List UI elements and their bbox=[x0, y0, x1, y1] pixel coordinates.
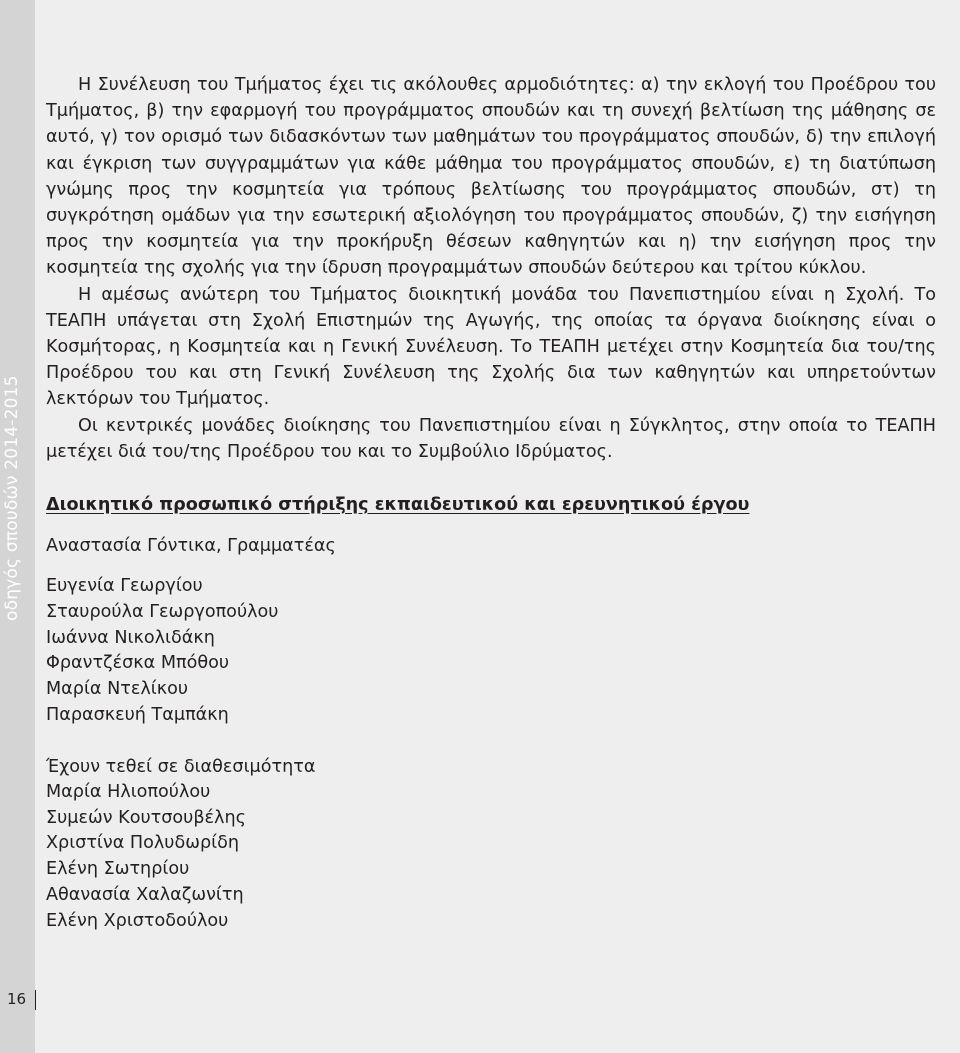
staff-member: Παρασκευή Ταμπάκη bbox=[46, 705, 229, 726]
availability-heading: Έχουν τεθεί σε διαθεσιμότητα bbox=[46, 756, 316, 777]
available-staff-list bbox=[46, 780, 936, 935]
available-staff-member: Μαρία Ηλιοπούλου bbox=[46, 781, 211, 802]
side-margin-bar bbox=[0, 0, 35, 1053]
page-content bbox=[46, 72, 936, 935]
page-number: 16 bbox=[6, 990, 27, 1008]
staff-member: Μαρία Ντελίκου bbox=[46, 679, 189, 700]
staff-member: Φραντζέσκα Μπόθου bbox=[46, 653, 230, 674]
staff-member: Σταυρούλα Γεωργοπούλου bbox=[46, 601, 279, 622]
paragraph-assembly-duties: Η Συνέλευση του Τμήματος έχει τις ακόλουθες αρμοδιότητες: α) την εκλογή του Προέδρου του Τμήματος, β) την εφαρμογή του προγράμματος σπουδών και τη συνεχή βελτίωση της μάθησης σε αυτό, γ) τον ορισμό των διδασκόντων των μαθημάτων του προγράμματος σπουδών, δ) την επιλογή και έγκριση των συγγραμμάτων για κάθε μάθημα του προγράμματος σπουδών, ε) τη διατύπωση γνώμης προς την κοσμητεία για τρόπους βελτίωσης του προγράμματος σπουδών, στ) τη συγκρότηση ομάδων για την εσωτερική αξιολόγηση του προγράμματος σπουδών, ζ) την εισήγηση προς την κοσμητεία για την προκήρυξη θέσεων καθηγητών και η) την εισήγηση προς την κοσμητεία της σχολής για την ίδρυση προγραμμάτων σπουδών δεύτερου και τρίτου κύκλου. bbox=[46, 75, 936, 279]
staff-member: Ευγενία Γεωργίου bbox=[46, 576, 203, 597]
paragraph-school-administration: Η αμέσως ανώτερη του Τμήματος διοικητική μονάδα του Πανεπιστημίου είναι η Σχολή. Το ΤΕΑΠΗ υπάγεται στη Σχολή Επιστημών της Αγωγής, της οποίας τα όργανα διοίκησης είναι ο Κοσμήτορας, η Κοσμητεία και η Γενική Συνέλευση. Το ΤΕΑΠΗ μετέχει στην Κοσμητεία δια του/της Προέδρου του και στη Γενική Συνέλευση της Σχολής δια των καθηγητών και υπηρετούντων λεκτόρων του Τμήματος. bbox=[46, 284, 936, 410]
available-staff-member: Ελένη Σωτηρίου bbox=[46, 859, 190, 880]
available-staff-member: Αθανασία Χαλαζωνίτη bbox=[46, 885, 244, 906]
secretary-name: Αναστασία Γόντικα, Γραμματέας bbox=[46, 536, 336, 557]
running-title: οδηγός σπουδών 2014-2015 bbox=[2, 375, 22, 621]
paragraph-central-administration: Οι κεντρικές μονάδες διοίκησης του Πανεπιστημίου είναι η Σύγκλητος, στην οποία το ΤΕΑΠΗ μετέχει διά του/της Προέδρου του και το Συμβούλιο Ιδρύματος. bbox=[46, 415, 936, 462]
available-staff-member: Χριστίνα Πολυδωρίδη bbox=[46, 833, 240, 854]
staff-list bbox=[46, 574, 936, 729]
page-number-divider bbox=[35, 990, 36, 1010]
available-staff-member: Συμεών Κουτσουβέλης bbox=[46, 807, 246, 828]
staff-member: Ιωάννα Νικολιδάκη bbox=[46, 627, 215, 648]
available-staff-member: Ελένη Χριστοδούλου bbox=[46, 910, 229, 931]
section-heading-admin-staff: Διοικητικό προσωπικό στήριξης εκπαιδευτικού και ερευνητικού έργου bbox=[46, 495, 750, 516]
